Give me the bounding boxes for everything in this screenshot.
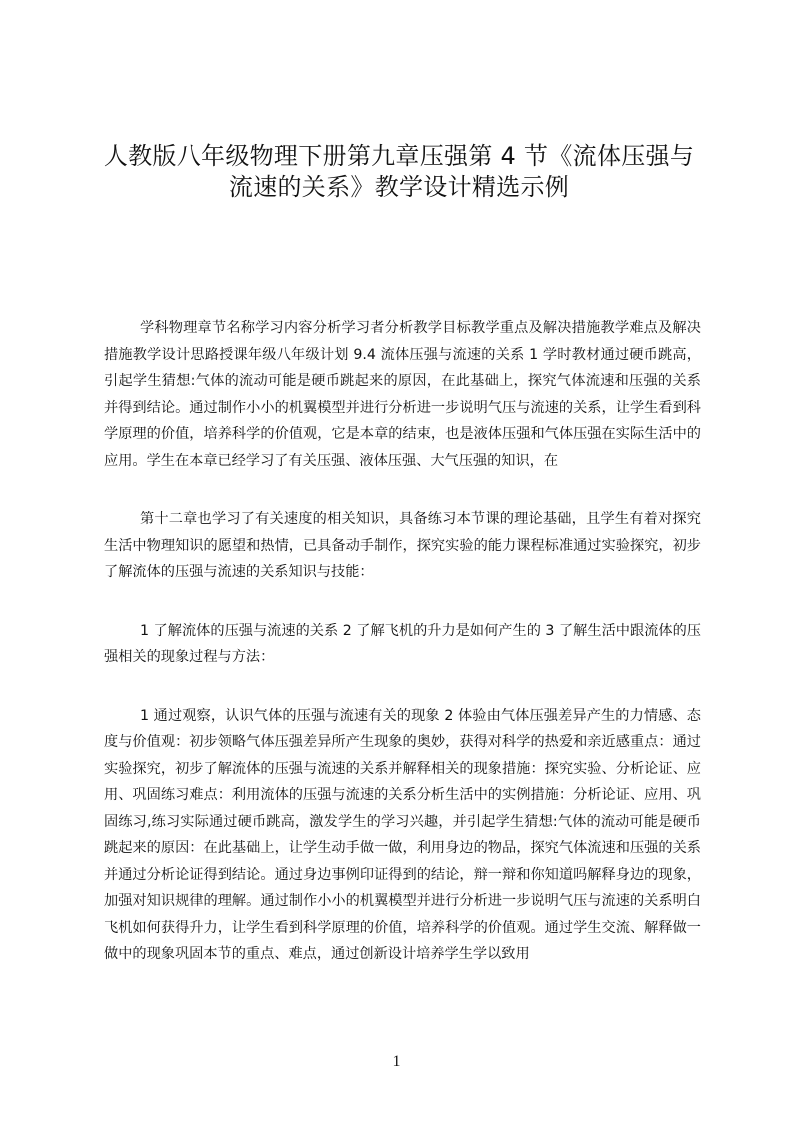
page-number: 1 — [392, 1053, 401, 1070]
paragraph-lesson-overview: 学科物理章节名称学习内容分析学习者分析教学目标教学重点及解决措施教学难点及解决措施教学设计思路授课年级八年级计划 9.4 流体压强与流速的关系 1 学时教材通过硬币跳高，引起学生猜想:气体的流动可能是硬币跳起来的原因，在此基础上，探究气体流速和压强的关系并得到结论。通过制作小小的机翼模型并进行分析进一步说明气压与流速的关系，让学生看到科学原理的价值，培养科学的价值观，它是本章的结束，也是液体压强和气体压强在实际生活中的应用。学生在本章已经学习了有关压强、液体压强、大气压强的知识，在 — [104, 320, 701, 469]
paragraph-learner-analysis: 第十二章也学习了有关速度的相关知识，具备练习本节课的理论基础，且学生有着对探究生活中物理知识的愿望和热情，已具备动手制作，探究实验的能力课程标准通过实验探究，初步了解流体的压强与流速的关系知识与技能： — [104, 511, 701, 580]
paragraph-knowledge-skills: 1 了解流体的压强与流速的关系 2 了解飞机的升力是如何产生的 3 了解生活中跟流体的压强相关的现象过程与方法： — [104, 622, 701, 665]
document-title: 人教版八年级物理下册第九章压强第 4 节《流体压强与流速的关系》教学设计精选示例 — [103, 142, 695, 201]
document-body — [104, 315, 701, 1000]
paragraph-process-methods: 1 通过观察，认识气体的压强与流速有关的现象 2 体验由气体压强差异产生的力情感、态度与价值观：初步领略气体压强差异所产生现象的奥妙，获得对科学的热爱和亲近感重点：通过实验探究，初步了解流体的压强与流速的关系并解释相关的现象措施：探究实验、分析论证、应用、巩固练习难点：利用流体的压强与流速的关系分析生活中的实例措施：分析论证、应用、巩固练习,练习实际通过硬币跳高，激发学生的学习兴趣，并引起学生猜想:气体的流动可能是硬币跳起来的原因：在此基础上，让学生动手做一做，利用身边的物品，探究气体流速和压强的关系并通过分析论证得到结论。通过身边事例印证得到的结论，辩一辩和你知道吗解释身边的现象，加强对知识规律的理解。通过制作小小的机翼模型并进行分析进一步说明气压与流速的关系明白飞机如何获得升力，让学生看到科学原理的价值，培养科学的价值观。通过学生交流、解释做一做中的现象巩固本节的重点、难点，通过创新设计培养学生学以致用 — [104, 707, 701, 962]
